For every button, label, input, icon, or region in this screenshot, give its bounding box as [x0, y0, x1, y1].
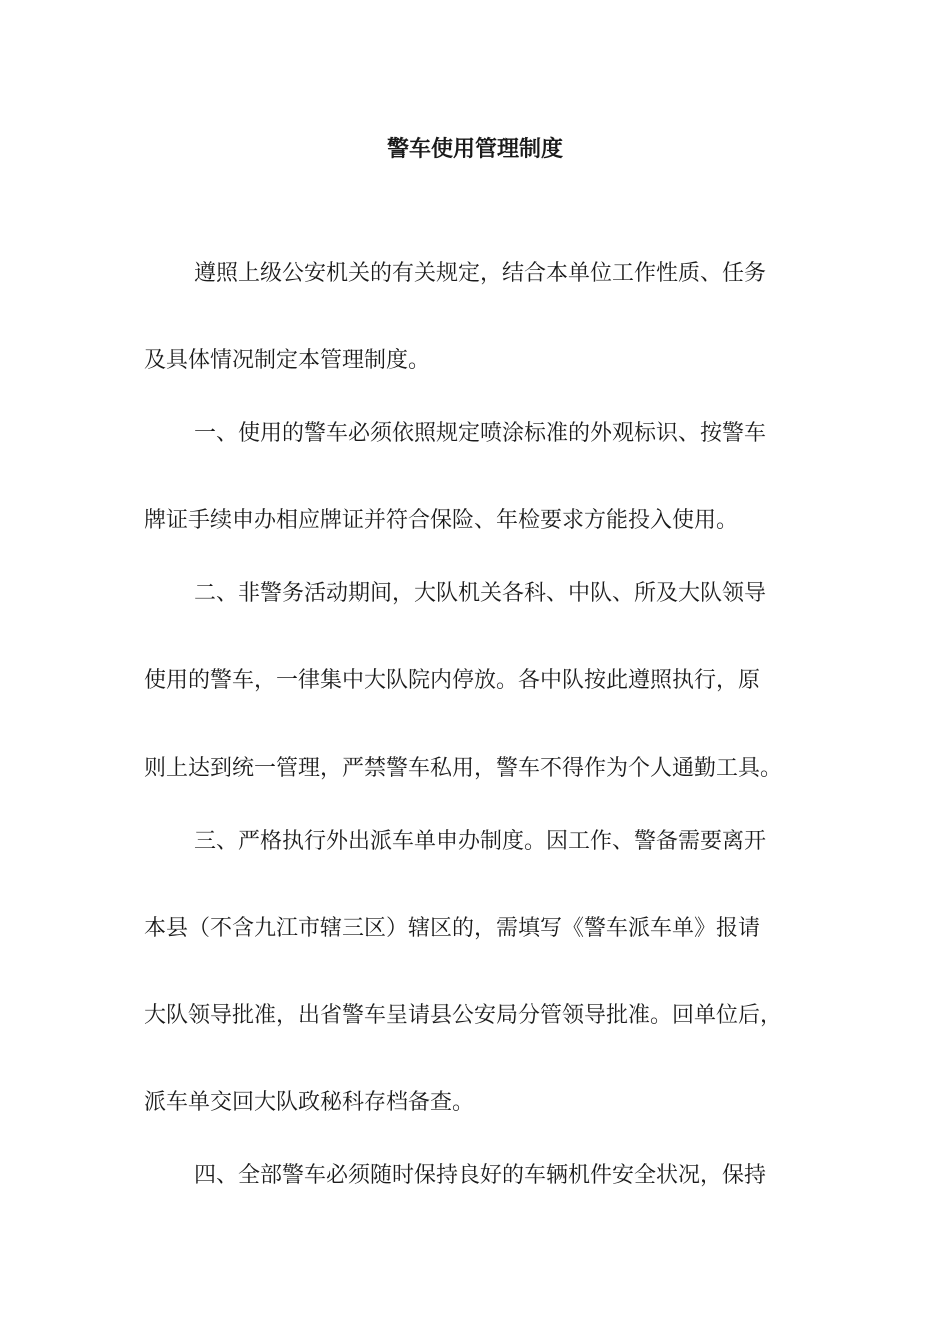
- paragraph-line: 及具体情况制定本管理制度。: [144, 348, 431, 373]
- paragraph-line: 派车单交回大队政秘科存档备查。: [144, 1090, 475, 1115]
- paragraph-line: 三、严格执行外出派车单申办制度。因工作、警备需要离开: [194, 829, 767, 854]
- document-title: 警车使用管理制度: [386, 137, 563, 162]
- paragraph-line: 遵照上级公安机关的有关规定，结合本单位工作性质、任务: [194, 261, 767, 286]
- paragraph-line: 二、非警务活动期间，大队机关各科、中队、所及大队领导: [194, 581, 767, 606]
- paragraph-line: 大队领导批准，出省警车呈请县公安局分管领导批准。回单位后，: [144, 1003, 783, 1028]
- paragraph-line: 四、全部警车必须随时保持良好的车辆机件安全状况，保持: [194, 1163, 767, 1188]
- paragraph-line: 牌证手续申办相应牌证并符合保险、年检要求方能投入使用。: [144, 508, 739, 533]
- paragraph-line: 本县（不含九江市辖三区）辖区的，需填写《警车派车单》报请: [144, 916, 761, 941]
- paragraph-line: 一、使用的警车必须依照规定喷涂标准的外观标识、按警车: [194, 421, 767, 446]
- paragraph-line: 使用的警车，一律集中大队院内停放。各中队按此遵照执行，原: [144, 668, 761, 693]
- paragraph-line: 则上达到统一管理，严禁警车私用，警车不得作为个人通勤工具。: [144, 756, 783, 781]
